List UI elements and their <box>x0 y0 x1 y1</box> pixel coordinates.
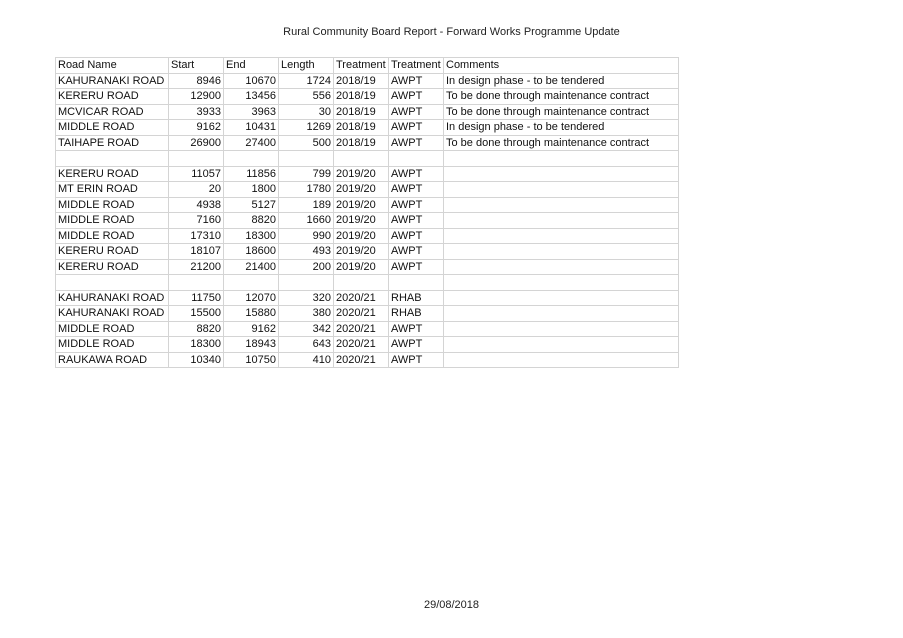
road-name-cell <box>56 275 169 291</box>
end-cell: 1800 <box>224 182 279 198</box>
start-cell: 9162 <box>169 120 224 136</box>
length-cell: 1660 <box>279 213 334 229</box>
table-body <box>56 58 679 368</box>
table-row <box>56 290 679 306</box>
year-cell: 2020/21 <box>334 352 389 368</box>
end-cell: 10431 <box>224 120 279 136</box>
table-row <box>56 275 679 291</box>
length-cell: 1724 <box>279 73 334 89</box>
treatment-cell: AWPT <box>389 337 444 353</box>
table-row <box>56 244 679 260</box>
end-cell: 11856 <box>224 166 279 182</box>
comments-cell <box>444 337 679 353</box>
treatment-cell: AWPT <box>389 104 444 120</box>
comments-cell: To be done through maintenance contract <box>444 104 679 120</box>
table-row <box>56 89 679 105</box>
road-name-cell: KERERU ROAD <box>56 166 169 182</box>
length-cell: 643 <box>279 337 334 353</box>
comments-cell <box>444 290 679 306</box>
table-row <box>56 166 679 182</box>
road-name-cell: MIDDLE ROAD <box>56 120 169 136</box>
table-row <box>56 182 679 198</box>
treatment-cell: AWPT <box>389 259 444 275</box>
start-cell: 7160 <box>169 213 224 229</box>
end-cell: 10750 <box>224 352 279 368</box>
comments-cell <box>444 259 679 275</box>
comments-cell <box>444 352 679 368</box>
length-cell: 1780 <box>279 182 334 198</box>
table-row <box>56 73 679 89</box>
table-row <box>56 213 679 229</box>
road-name-cell: RAUKAWA ROAD <box>56 352 169 368</box>
length-cell: 189 <box>279 197 334 213</box>
end-cell: 8820 <box>224 213 279 229</box>
end-cell: 21400 <box>224 259 279 275</box>
column-header: Comments <box>444 58 679 74</box>
year-cell: 2019/20 <box>334 182 389 198</box>
comments-cell: In design phase - to be tendered <box>444 73 679 89</box>
length-cell: 342 <box>279 321 334 337</box>
treatment-cell: RHAB <box>389 290 444 306</box>
comments-cell <box>444 275 679 291</box>
start-cell: 18300 <box>169 337 224 353</box>
year-cell: 2018/19 <box>334 89 389 105</box>
road-name-cell: MIDDLE ROAD <box>56 213 169 229</box>
road-name-cell: KAHURANAKI ROAD <box>56 290 169 306</box>
year-cell: 2019/20 <box>334 228 389 244</box>
treatment-cell: AWPT <box>389 120 444 136</box>
road-name-cell: MIDDLE ROAD <box>56 197 169 213</box>
start-cell: 8820 <box>169 321 224 337</box>
column-header: Length <box>279 58 334 74</box>
start-cell: 12900 <box>169 89 224 105</box>
end-cell: 3963 <box>224 104 279 120</box>
year-cell: 2018/19 <box>334 135 389 151</box>
table-header-row <box>56 58 679 74</box>
road-name-cell: TAIHAPE ROAD <box>56 135 169 151</box>
year-cell: 2020/21 <box>334 290 389 306</box>
road-name-cell <box>56 151 169 167</box>
column-header: Treatment <box>389 58 444 74</box>
treatment-cell: AWPT <box>389 228 444 244</box>
footer-date: 29/08/2018 <box>423 599 480 611</box>
column-header: Treatment <box>334 58 389 74</box>
length-cell: 556 <box>279 89 334 105</box>
year-cell: 2020/21 <box>334 306 389 322</box>
year-cell: 2018/19 <box>334 104 389 120</box>
road-name-cell: KAHURANAKI ROAD <box>56 306 169 322</box>
table-row <box>56 259 679 275</box>
comments-cell <box>444 182 679 198</box>
year-cell: 2020/21 <box>334 321 389 337</box>
year-cell: 2020/21 <box>334 337 389 353</box>
table-row <box>56 228 679 244</box>
year-cell: 2019/20 <box>334 244 389 260</box>
road-name-cell: MIDDLE ROAD <box>56 228 169 244</box>
length-cell: 320 <box>279 290 334 306</box>
road-name-cell: MCVICAR ROAD <box>56 104 169 120</box>
start-cell: 8946 <box>169 73 224 89</box>
treatment-cell: AWPT <box>389 321 444 337</box>
treatment-cell: AWPT <box>389 352 444 368</box>
start-cell <box>169 151 224 167</box>
year-cell <box>334 151 389 167</box>
start-cell: 3933 <box>169 104 224 120</box>
treatment-cell: AWPT <box>389 135 444 151</box>
end-cell: 5127 <box>224 197 279 213</box>
end-cell <box>224 275 279 291</box>
column-header: Start <box>169 58 224 74</box>
comments-cell <box>444 321 679 337</box>
treatment-cell <box>389 151 444 167</box>
treatment-cell: AWPT <box>389 89 444 105</box>
treatment-cell <box>389 275 444 291</box>
road-name-cell: KAHURANAKI ROAD <box>56 73 169 89</box>
start-cell: 11057 <box>169 166 224 182</box>
column-header: End <box>224 58 279 74</box>
length-cell: 493 <box>279 244 334 260</box>
table-row <box>56 197 679 213</box>
end-cell: 15880 <box>224 306 279 322</box>
end-cell: 18300 <box>224 228 279 244</box>
page-title: Rural Community Board Report - Forward Works Programme Update <box>283 26 620 38</box>
table-row <box>56 337 679 353</box>
table-row <box>56 135 679 151</box>
year-cell: 2018/19 <box>334 73 389 89</box>
end-cell: 18943 <box>224 337 279 353</box>
length-cell: 200 <box>279 259 334 275</box>
start-cell: 4938 <box>169 197 224 213</box>
start-cell: 11750 <box>169 290 224 306</box>
start-cell: 26900 <box>169 135 224 151</box>
end-cell: 18600 <box>224 244 279 260</box>
year-cell <box>334 275 389 291</box>
table-row <box>56 151 679 167</box>
table-row <box>56 104 679 120</box>
start-cell: 17310 <box>169 228 224 244</box>
end-cell: 9162 <box>224 321 279 337</box>
treatment-cell: AWPT <box>389 73 444 89</box>
forward-works-table <box>55 57 679 368</box>
treatment-cell: RHAB <box>389 306 444 322</box>
length-cell: 30 <box>279 104 334 120</box>
treatment-cell: AWPT <box>389 244 444 260</box>
start-cell <box>169 275 224 291</box>
comments-cell <box>444 306 679 322</box>
start-cell: 20 <box>169 182 224 198</box>
treatment-cell: AWPT <box>389 197 444 213</box>
end-cell: 13456 <box>224 89 279 105</box>
length-cell <box>279 151 334 167</box>
road-name-cell: MT ERIN ROAD <box>56 182 169 198</box>
table-row <box>56 321 679 337</box>
start-cell: 10340 <box>169 352 224 368</box>
road-name-cell: MIDDLE ROAD <box>56 321 169 337</box>
comments-cell <box>444 166 679 182</box>
length-cell: 380 <box>279 306 334 322</box>
year-cell: 2018/19 <box>334 120 389 136</box>
comments-cell <box>444 197 679 213</box>
table-row <box>56 120 679 136</box>
road-name-cell: KERERU ROAD <box>56 89 169 105</box>
table-row <box>56 352 679 368</box>
treatment-cell: AWPT <box>389 213 444 229</box>
length-cell: 1269 <box>279 120 334 136</box>
end-cell: 10670 <box>224 73 279 89</box>
start-cell: 15500 <box>169 306 224 322</box>
comments-cell <box>444 151 679 167</box>
length-cell: 500 <box>279 135 334 151</box>
length-cell <box>279 275 334 291</box>
year-cell: 2019/20 <box>334 197 389 213</box>
end-cell: 12070 <box>224 290 279 306</box>
comments-cell <box>444 228 679 244</box>
road-name-cell: KERERU ROAD <box>56 259 169 275</box>
comments-cell <box>444 213 679 229</box>
end-cell <box>224 151 279 167</box>
comments-cell: In design phase - to be tendered <box>444 120 679 136</box>
year-cell: 2019/20 <box>334 259 389 275</box>
length-cell: 799 <box>279 166 334 182</box>
road-name-cell: KERERU ROAD <box>56 244 169 260</box>
comments-cell: To be done through maintenance contract <box>444 89 679 105</box>
length-cell: 410 <box>279 352 334 368</box>
treatment-cell: AWPT <box>389 182 444 198</box>
year-cell: 2019/20 <box>334 166 389 182</box>
table-row <box>56 306 679 322</box>
end-cell: 27400 <box>224 135 279 151</box>
year-cell: 2019/20 <box>334 213 389 229</box>
road-name-cell: MIDDLE ROAD <box>56 337 169 353</box>
comments-cell: To be done through maintenance contract <box>444 135 679 151</box>
length-cell: 990 <box>279 228 334 244</box>
start-cell: 21200 <box>169 259 224 275</box>
comments-cell <box>444 244 679 260</box>
start-cell: 18107 <box>169 244 224 260</box>
treatment-cell: AWPT <box>389 166 444 182</box>
column-header: Road Name <box>56 58 169 74</box>
